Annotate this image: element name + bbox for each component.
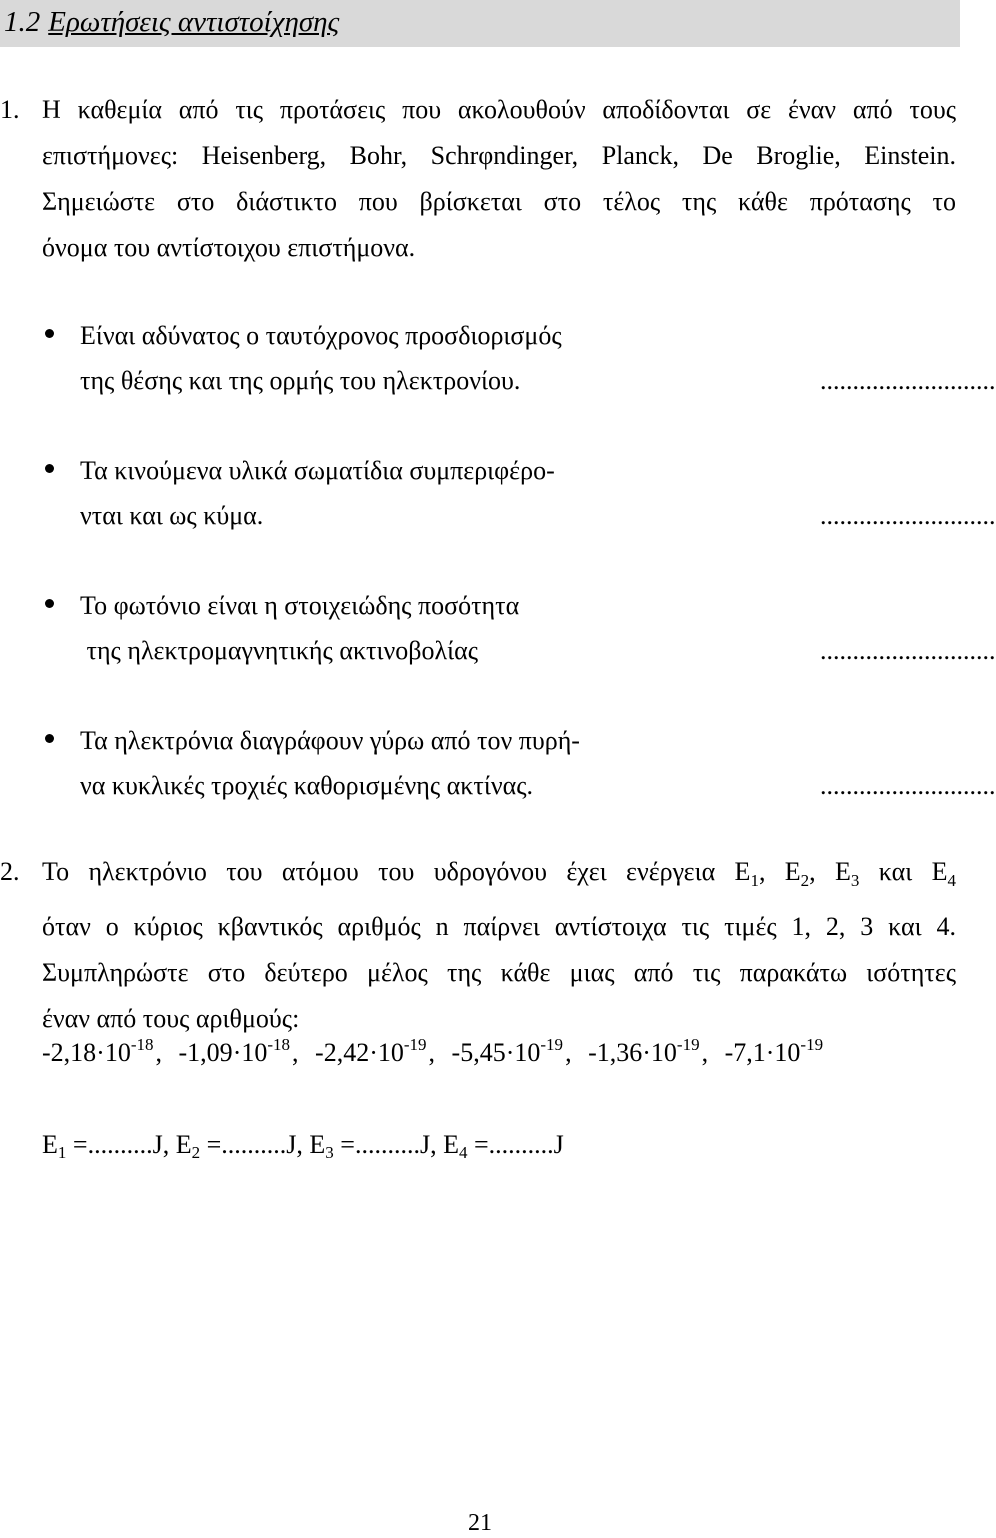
statement-line: της θέσης και της ορμής του ηλεκτρονίου. — [80, 366, 521, 395]
value-separator: , — [292, 1038, 299, 1067]
statement-line: Τα ηλεκτρόνια διαγράφουν γύρω από τον πυρή- — [80, 726, 580, 755]
energy-subscript: 4 — [947, 871, 956, 891]
energy-value: $-1,36\cdot 10^{-19}$ — [588, 1035, 700, 1067]
question-1-text — [0, 87, 956, 271]
question-2-text-run: , Ε — [809, 857, 851, 886]
value-separator: , — [565, 1038, 572, 1067]
bullet-icon — [45, 599, 54, 608]
value-separator: , — [155, 1038, 163, 1067]
statement-line: να κυκλικές τροχιές καθορισμένης ακτίνας. — [80, 771, 534, 800]
statement-text — [80, 583, 519, 673]
statement-item — [0, 583, 996, 683]
energy-unit: J — [419, 1130, 431, 1159]
question-1-line: Σημειώστε στο διάστικτο που βρίσκεται στο τέλος της κάθε πρότασης το — [42, 187, 956, 216]
answer-blank[interactable]: ........................... — [820, 771, 996, 800]
bullet-icon — [45, 734, 54, 743]
bullet-icon — [45, 329, 54, 338]
statement-line: της ηλεκτρομαγνητικής ακτινοβολίας — [80, 636, 478, 665]
energy-separator: , — [162, 1130, 176, 1159]
energy-label: $E_3$ = — [309, 1130, 355, 1162]
answer-blank[interactable]: ........................... — [820, 636, 996, 665]
energy-label: $E_4$ = — [443, 1130, 489, 1162]
energy-label: $E_2$ = — [175, 1130, 222, 1162]
question-2-line: έναν από τους αριθμούς: — [42, 1004, 300, 1034]
energy-values-list — [42, 1033, 823, 1073]
question-2-text-run: και Ε — [859, 857, 948, 886]
question-1-line: επιστήμονες: Heisenberg, Bohr, Schrφndinger, Planck, De Broglie, Einstein. — [42, 141, 956, 170]
statement-line: Το φωτόνιο είναι η στοιχειώδης ποσότητα — [80, 591, 520, 620]
energy-value: $-2,42\cdot 10^{-19}$ — [315, 1035, 427, 1067]
statement-item — [0, 718, 996, 818]
statement-text — [80, 448, 555, 538]
energy-subscript: 3 — [850, 871, 860, 891]
statement-item — [0, 448, 996, 548]
question-1-number: 1. — [0, 95, 20, 124]
page-number: 21 — [468, 1510, 492, 1536]
section-number: 1.2 — [4, 6, 41, 38]
section-header — [0, 0, 960, 47]
question-1-line: Η καθεμία από τις προτάσεις που ακολουθούν αποδίδονται σε έναν από τους — [42, 95, 956, 124]
section-heading — [4, 4, 339, 40]
question-2-number: 2. — [0, 857, 20, 886]
answer-blank[interactable]: ........................... — [820, 501, 996, 530]
energy-unit: J — [152, 1130, 163, 1159]
energy-separator: , — [296, 1130, 310, 1159]
question-2-text-run: Το ηλεκτρόνιο του ατόμου του υδρογόνου έχει ενέργεια Ε — [42, 857, 751, 886]
question-1-line: όνομα του αντίστοιχου επιστήμονα. — [42, 233, 416, 262]
answer-blank[interactable]: ........................... — [820, 366, 996, 395]
question-2-text-run: , Ε — [758, 857, 801, 886]
energy-unit: J — [286, 1130, 297, 1159]
energy-subscript: 2 — [800, 871, 810, 891]
statement-line: Τα κινούμενα υλικά σωματίδια συμπεριφέρο- — [80, 456, 555, 485]
energy-value: $-5,45\cdot 10^{-19}$ — [451, 1035, 564, 1067]
value-separator: , — [428, 1038, 436, 1067]
energy-answers — [42, 1125, 564, 1165]
question-2-line: Συμπληρώστε στο δεύτερο μέλος της κάθε μιας από τις παρακάτω ισότητες — [42, 958, 956, 988]
bullet-icon — [45, 464, 54, 473]
statement-line: Είναι αδύνατος ο ταυτόχρονος προσδιορισμός — [80, 321, 562, 350]
question-2-line — [42, 849, 956, 904]
section-title: Ερωτήσεις αντιστοίχησης — [48, 6, 340, 38]
statement-text — [80, 718, 580, 808]
question-2-text — [0, 849, 956, 1042]
energy-value: $-7,1\cdot 10^{-19}$ — [724, 1035, 824, 1067]
energy-label: $E_1$ = — [42, 1130, 88, 1162]
energy-subscript: 1 — [750, 871, 759, 891]
energy-separator: , — [430, 1130, 444, 1159]
energy-answer-blank[interactable]: .......... — [221, 1130, 287, 1159]
energy-answer-blank[interactable]: .......... — [354, 1130, 420, 1159]
question-2-line: όταν ο κύριος κβαντικός αριθμός n παίρνει αντίστοιχα τις τιμές 1, 2, 3 και 4. — [42, 912, 956, 942]
energy-answer-blank[interactable]: .......... — [87, 1130, 153, 1159]
energy-answer-blank[interactable]: .......... — [488, 1130, 554, 1159]
energy-value: $-1,09\cdot 10^{-18}$ — [178, 1035, 291, 1067]
statement-line: νται και ως κύμα. — [80, 501, 264, 530]
statement-item — [0, 313, 996, 413]
value-separator: , — [701, 1038, 709, 1067]
energy-value: $-2,18\cdot 10^{-18}$ — [42, 1035, 154, 1067]
statement-text — [80, 313, 562, 403]
energy-unit: J — [553, 1130, 564, 1159]
